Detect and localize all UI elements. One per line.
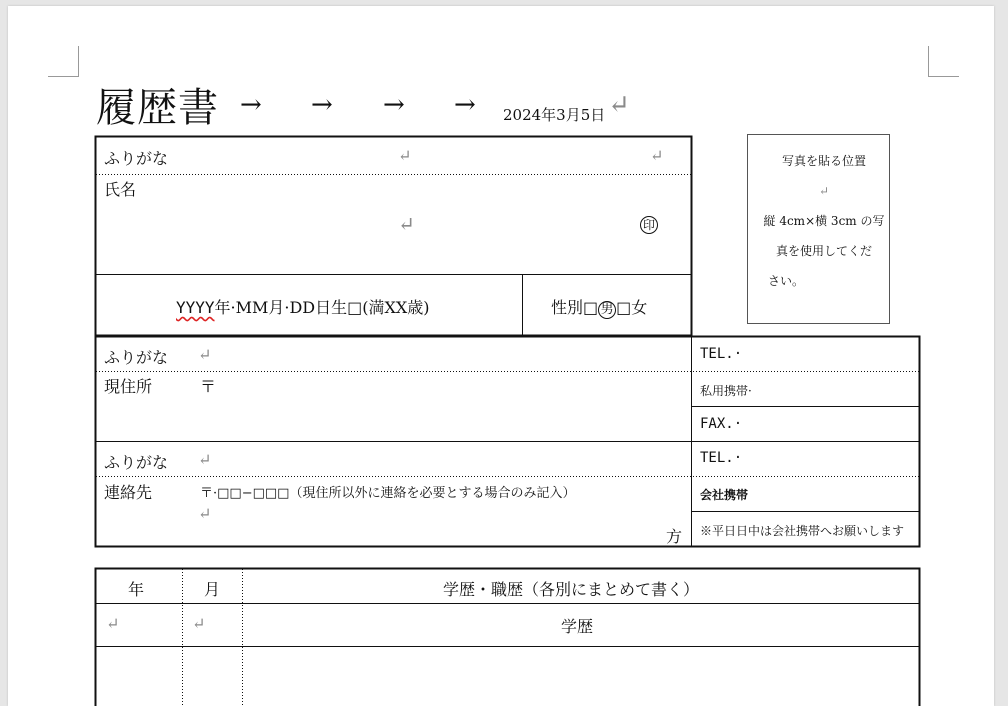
company-mobile-label: 会社携帯 [700,486,748,503]
tab-arrow: → [311,90,333,120]
return-mark-icon: ↵ [608,90,630,120]
column-header-history: 学歴・職歴（各別にまとめて書く） [443,577,699,600]
return-mark-icon: ↵ [198,345,211,364]
return-mark-icon: ↵ [756,176,892,206]
history-section-education: 学歴 [561,614,593,637]
gender-label: 性別□ [551,298,598,317]
column-header-month: 月 [204,577,220,600]
address-label: 現住所 [104,374,152,397]
return-mark-icon: ↵ [192,614,205,633]
photo-instruction-line: 写真を貼る位置 [756,146,892,176]
tab-arrow: → [454,90,476,120]
photo-instruction-line: 縦 4cm×横 3cm の写 [756,206,892,236]
return-mark-icon: ↵ [106,614,119,633]
tab-arrow: → [383,90,405,120]
seal-icon: 印 [640,216,658,234]
address-furigana-label: ふりがな [104,345,168,368]
tel-label: TEL.· [700,346,742,362]
fax-label: FAX.· [700,416,742,432]
weekday-note: ※平日日中は会社携帯へお願いします [700,522,904,539]
name-label: 氏名 [104,177,136,200]
furigana-label: ふりがな [104,146,168,169]
return-mark-icon: ↵ [398,212,415,236]
document-page [8,6,994,706]
contact-furigana-label: ふりがな [104,450,168,473]
return-mark-icon: ↵ [398,146,411,165]
gender-male-selected[interactable]: 男 [598,301,616,319]
birth-year-placeholder: YYYY [176,298,215,317]
document-date: 2024年3月5日 [503,104,605,125]
tab-arrow: → [240,90,262,120]
return-mark-icon: ↵ [198,450,211,469]
gender-female-option[interactable]: □女 [616,298,647,317]
birthdate-field[interactable] [176,295,430,318]
contact-label: 連絡先 [104,480,152,503]
return-mark-icon: ↵ [198,504,211,523]
seal-mark [640,214,658,234]
mobile-label: 私用携帯· [700,382,752,399]
photo-instruction-line: 真を使用してくだ [756,236,892,266]
column-header-year: 年 [128,577,144,600]
contact-tel-label: TEL.· [700,450,742,466]
gender-field[interactable] [551,295,647,319]
document-title: 履歴書 [96,76,219,133]
return-mark-icon: ↵ [650,146,663,165]
kata-suffix: 方 [666,524,682,547]
photo-instruction-line: さい。 [756,266,892,296]
photo-placeholder [756,146,892,296]
birthdate-text: 年·MM月·DD日生□(満XX歳) [215,298,430,317]
contact-postal-line: 〒·□□−□□□（現住所以外に連絡を必要とする場合のみ記入） [200,482,575,501]
postal-mark: 〒 [200,374,216,397]
